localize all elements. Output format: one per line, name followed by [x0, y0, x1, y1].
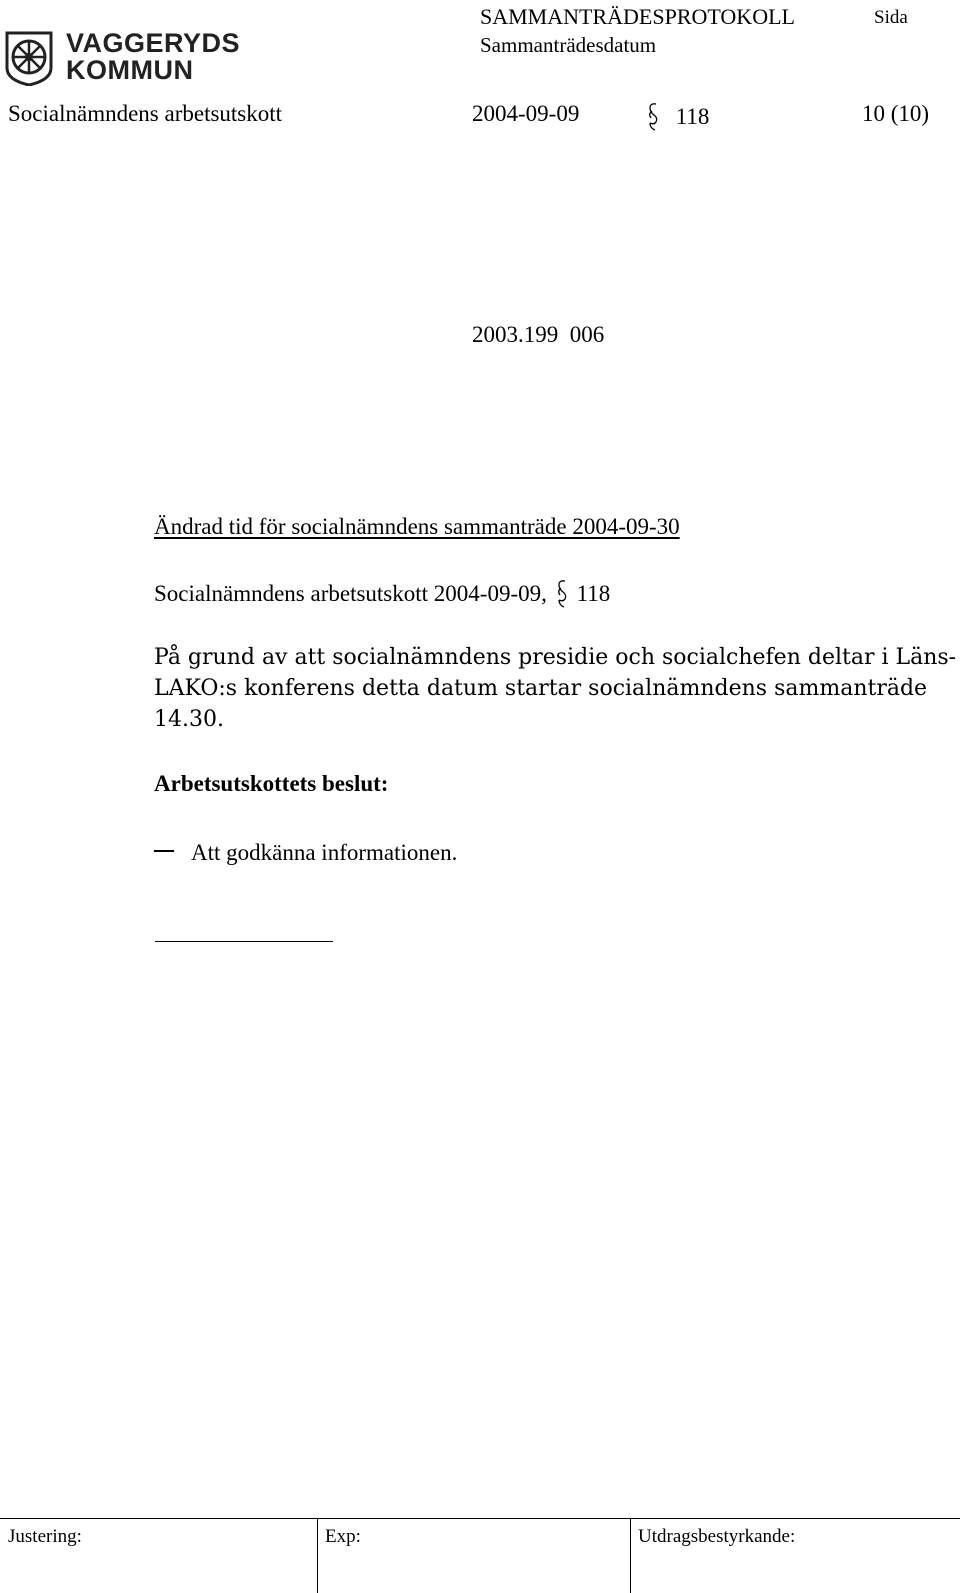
- municipality-logo: [4, 30, 244, 88]
- section-end-rule: [155, 941, 333, 942]
- reference-line: [154, 578, 610, 610]
- date-label: Sammanträdesdatum: [480, 33, 657, 57]
- paragraph-sign-icon: [646, 101, 660, 133]
- exp-label: Exp:: [325, 1526, 361, 1547]
- logo-line-2: KOMMUN: [66, 55, 194, 85]
- page-label: Sida: [874, 7, 908, 28]
- wheel-emblem-icon: [4, 30, 54, 86]
- header-paragraph: [646, 101, 709, 133]
- case-number: 2003.199 006: [472, 322, 605, 347]
- body-name: Socialnämndens arbetsutskott: [8, 101, 283, 126]
- body-line-2: LAKO:s konferens detta datum startar socialnämndens sammanträde: [154, 676, 928, 701]
- footer-top-rule: [0, 1518, 960, 1519]
- document-type: SAMMANTRÄDESPROTOKOLL: [480, 4, 795, 29]
- footer-divider-2: [630, 1518, 631, 1593]
- reference-paragraph-number: 118: [576, 581, 611, 606]
- page-number: 10 (10): [862, 101, 930, 126]
- utdrag-label: Utdragsbestyrkande:: [638, 1526, 796, 1547]
- body-line-3: 14.30.: [154, 707, 224, 732]
- meeting-date: 2004-09-09: [472, 101, 580, 126]
- reference-text: Socialnämndens arbetsutskott 2004-09-09,: [154, 581, 553, 606]
- header-paragraph-number: 118: [675, 104, 710, 129]
- body-line-1: På grund av att socialnämndens presidie och socialchefen deltar i Läns-: [154, 645, 957, 670]
- paragraph-sign-icon: [555, 578, 569, 610]
- logo-line-1: VAGGERYDS: [66, 28, 241, 58]
- logo-wordmark: [66, 30, 240, 84]
- section-title: Ändrad tid för socialnämndens sammanträde 2004-09-30: [154, 514, 680, 539]
- decision-heading: Arbetsutskottets beslut:: [154, 771, 389, 796]
- justering-label: Justering:: [8, 1526, 82, 1547]
- decision-item: Att godkänna informationen.: [191, 840, 458, 865]
- signature-footer: [0, 1518, 960, 1593]
- footer-divider-1: [317, 1518, 318, 1593]
- list-bullet-dash: [154, 850, 174, 852]
